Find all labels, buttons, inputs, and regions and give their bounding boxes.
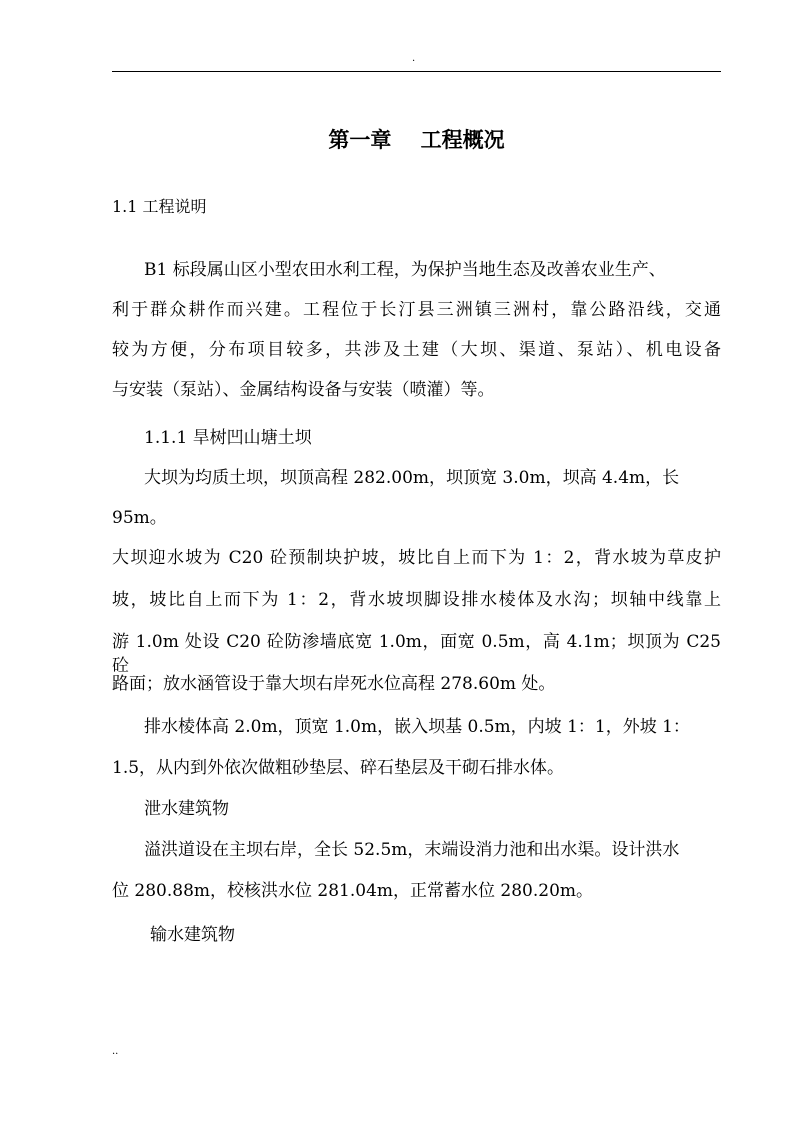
- header-rule: [112, 71, 721, 72]
- paragraph-line: 游 1.0m 处设 C20 砼防渗墙底宽 1.0m，面宽 0.5m，高 4.1m；坝顶为 C25 砼: [112, 632, 721, 676]
- chapter-title: 第一章 工程概况: [328, 128, 505, 152]
- footer-mark: ..: [112, 1046, 119, 1057]
- paragraph-line: 与安装（泵站）、金属结构设备与安装（喷灌）等。: [112, 380, 495, 400]
- paragraph-line: 较为方便，分布项目较多，共涉及土建（大坝、渠道、泵站）、机电设备: [112, 340, 721, 360]
- subsection-title: 泄水建筑物: [144, 799, 229, 819]
- paragraph-line: 位 280.88m，校核洪水位 281.04m，正常蓄水位 280.20m。: [112, 881, 594, 901]
- paragraph-line: 坡，坡比自上而下为 1：2，背水坡坝脚设排水棱体及水沟；坝轴中线靠上: [112, 590, 721, 610]
- paragraph-line: 95m。: [112, 508, 167, 528]
- subsection-title: 输水建筑物: [150, 925, 235, 945]
- paragraph-line: 1.5，从内到外依次做粗砂垫层、碎石垫层及干砌石排水体。: [112, 758, 565, 778]
- section-title: 1.1 工程说明: [112, 197, 207, 216]
- paragraph-line: 大坝迎水坡为 C20 砼预制块护坡，坡比自上而下为 1：2，背水坡为草皮护: [112, 548, 721, 568]
- paragraph-line: B1 标段属山区小型农田水利工程，为保护当地生态及改善农业生产、: [144, 260, 666, 280]
- paragraph-line: 溢洪道设在主坝右岸，全长 52.5m，末端设消力池和出水渠。设计洪水: [144, 840, 680, 860]
- header-mark: .: [412, 53, 416, 64]
- paragraph-line: 大坝为均质土坝，坝顶高程 282.00m，坝顶宽 3.0m，坝高 4.4m，长: [144, 468, 680, 488]
- paragraph-line: 排水棱体高 2.0m，顶宽 1.0m，嵌入坝基 0.5m，内坡 1：1，外坡 1：: [144, 717, 690, 737]
- subsection-title: 1.1.1 旱树凹山塘土坝: [144, 428, 312, 448]
- paragraph-line: 利于群众耕作而兴建。工程位于长汀县三洲镇三洲村，靠公路沿线，交通: [112, 300, 721, 320]
- paragraph-line: 路面；放水涵管设于靠大坝右岸死水位高程 278.60m 处。: [112, 674, 556, 694]
